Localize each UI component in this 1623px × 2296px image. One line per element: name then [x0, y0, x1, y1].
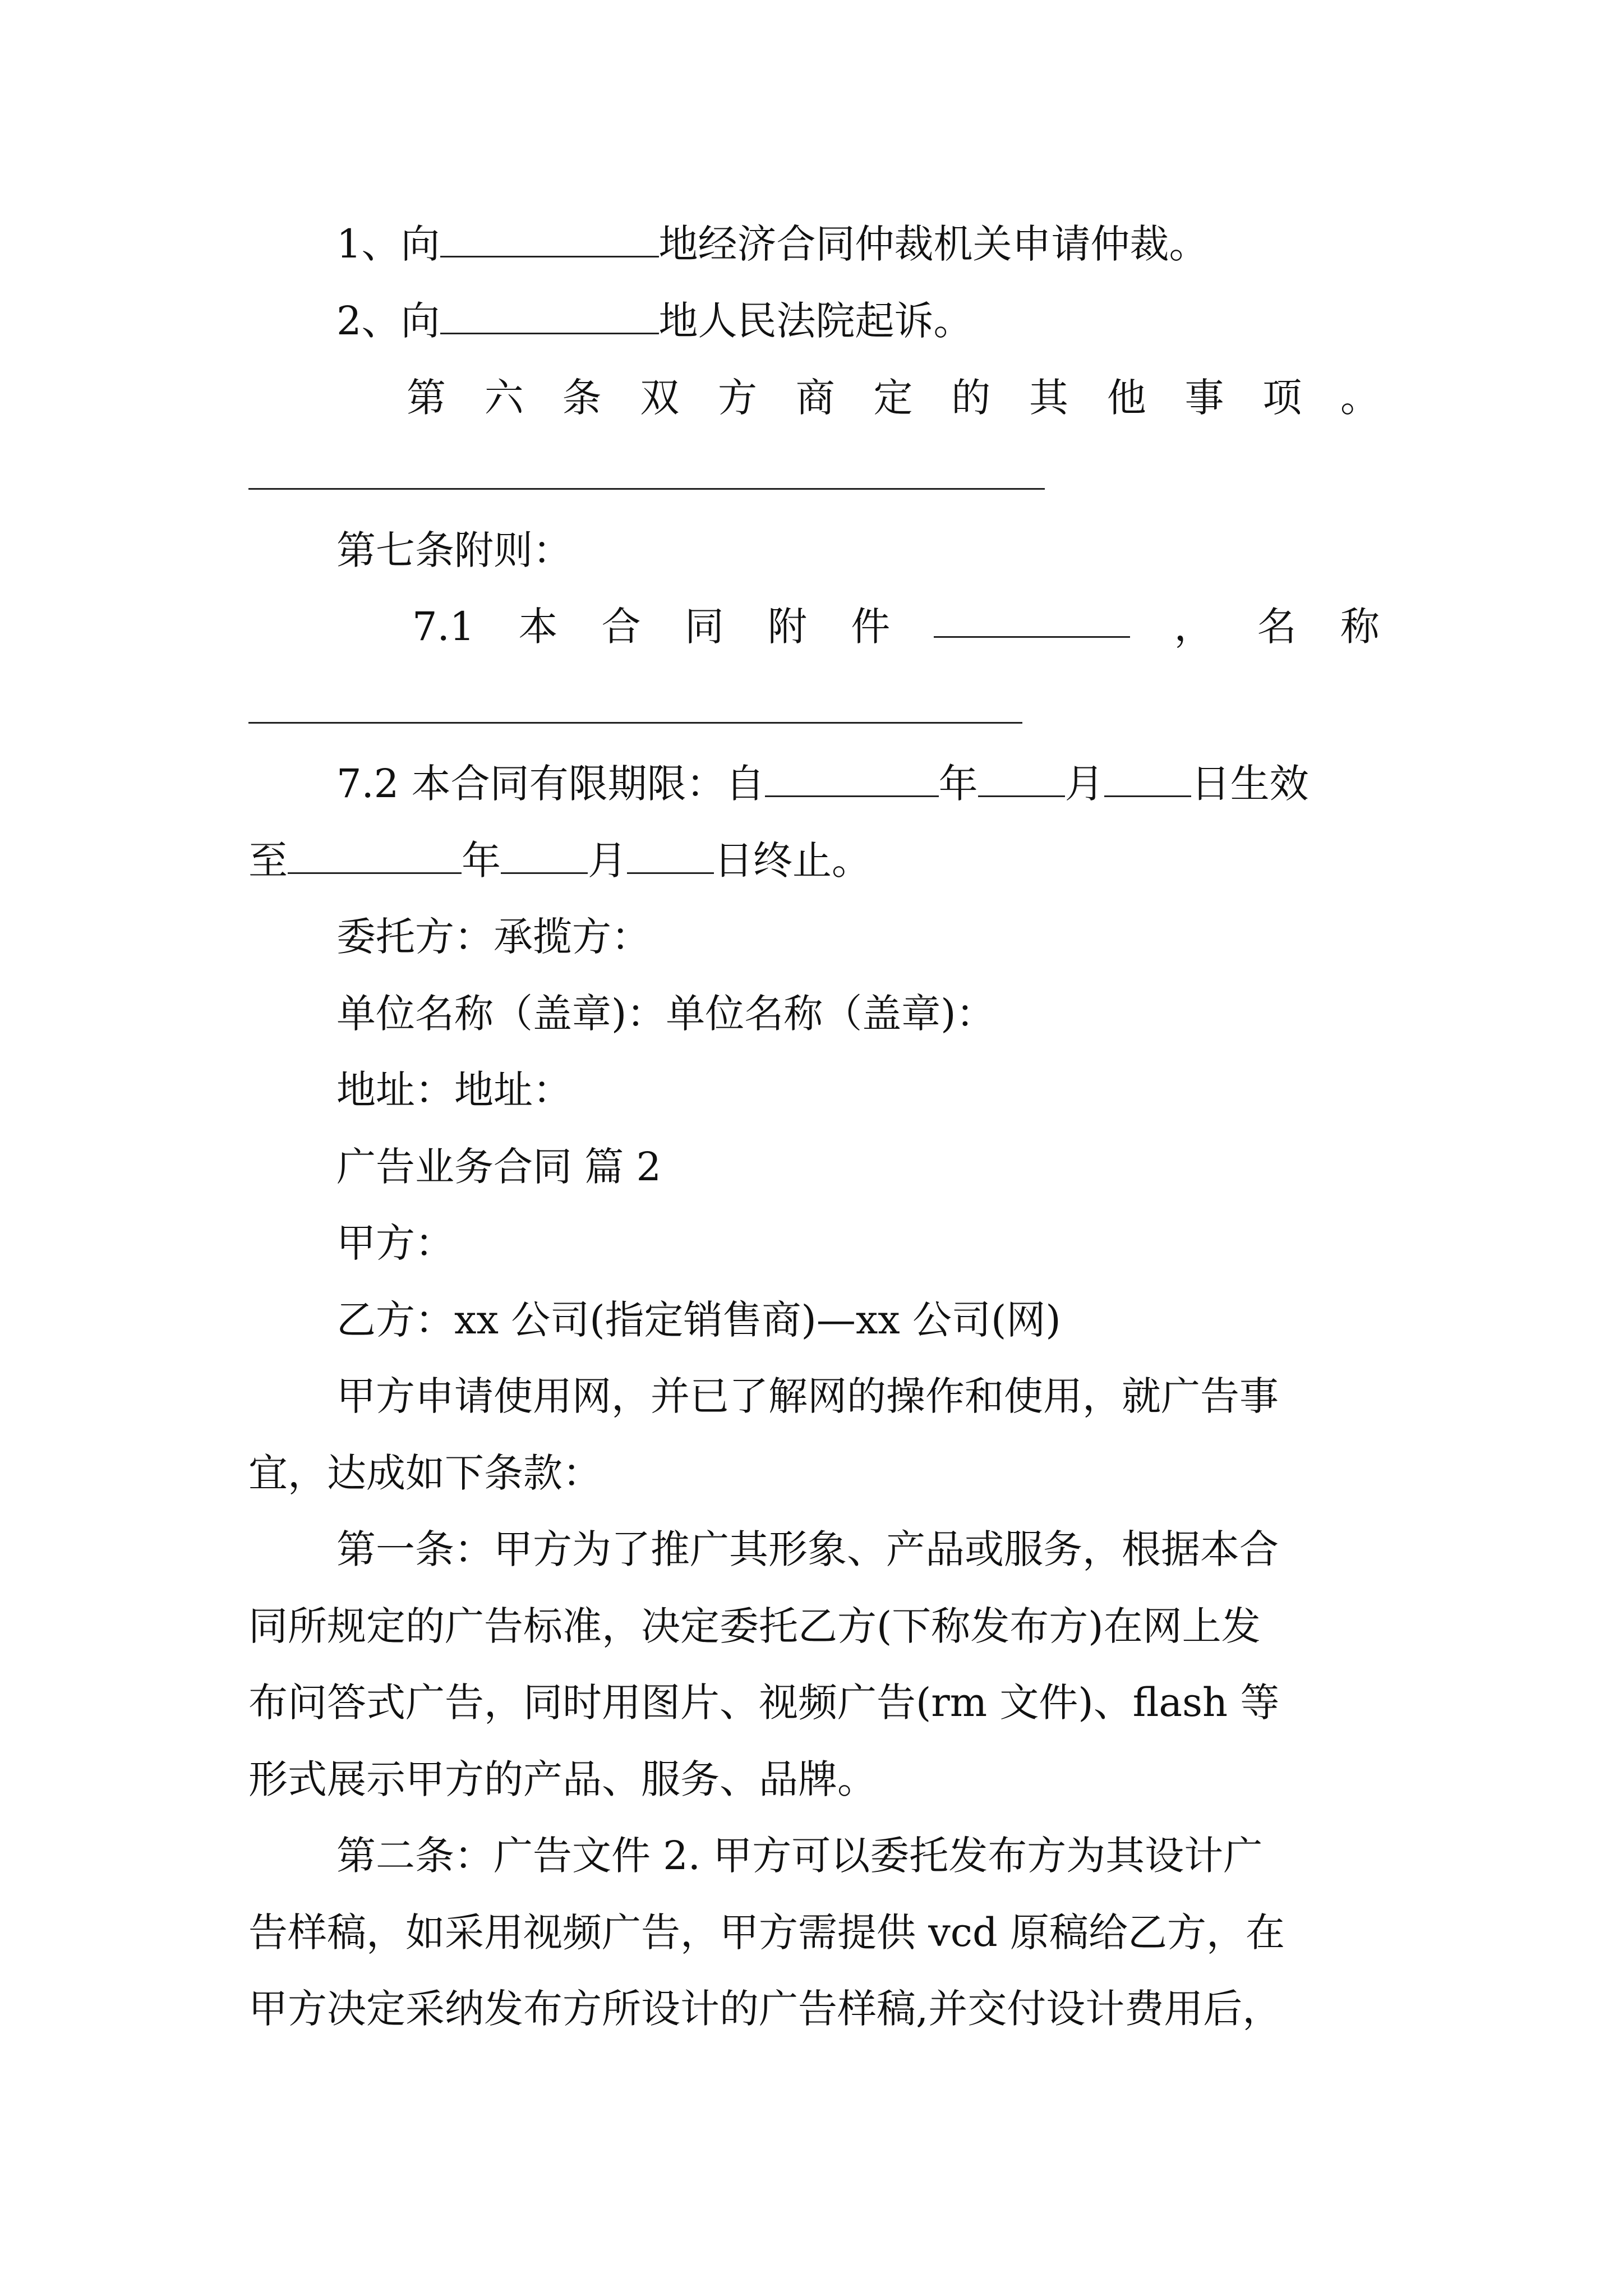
party-b-line: 乙方：xx 公司(指定销售商)—xx 公司(网): [336, 1297, 1061, 1343]
blank-line: [248, 722, 1022, 724]
article-6-char: 项: [1262, 375, 1302, 421]
blank-line: [248, 488, 1045, 490]
arbitration-option-2: [336, 296, 973, 346]
article-6-char: 条: [562, 375, 602, 421]
article-7-title: 第七条附则：: [336, 527, 572, 573]
intro-line-2: 宜，达成如下条款：: [248, 1450, 602, 1496]
arbitration-option-2-text: 地人民法院起诉。: [658, 298, 973, 344]
article-2-line-3: 甲方决定采纳发布方所设计的广告样稿,并交付设计费用后，: [248, 1986, 1282, 2032]
arbitration-option-2-prefix: 2、向: [336, 298, 440, 344]
clause-7-2-text: 至: [248, 838, 288, 884]
article-6-char: 方: [718, 375, 757, 421]
blank-field: [288, 838, 462, 874]
article-6-char: 定: [873, 375, 913, 421]
day-label: 日生效: [1191, 761, 1309, 807]
article-6-heading: [407, 372, 1380, 423]
article-6-char: 的: [951, 375, 991, 421]
intro-line-1: 甲方申请使用网，并已了解网的操作和使用，就广告事: [336, 1373, 1279, 1419]
clause-7-1-part: 7.1: [412, 604, 475, 650]
blank-field: [1104, 761, 1191, 797]
clause-7-1-part: 附: [768, 604, 808, 650]
clause-7-1-part: 同: [684, 604, 724, 650]
day-label: 日终止。: [714, 838, 871, 884]
blank-field: [934, 601, 1130, 638]
clause-7-1: [412, 601, 1380, 652]
article-6-char: 他: [1106, 375, 1146, 421]
article-6-char: 双: [640, 375, 680, 421]
article-6-char: 。: [1340, 375, 1380, 421]
article-6-char: 六: [484, 375, 524, 421]
article-1-line-4: 形式展示甲方的产品、服务、品牌。: [248, 1756, 877, 1802]
article-6-char: 事: [1184, 375, 1224, 421]
article-1-line-2: 同所规定的广告标准，决定委托乙方(下称发布方)在网上发: [248, 1603, 1261, 1649]
arbitration-option-1-text: 地经济合同仲裁机关申请仲裁。: [658, 221, 1209, 267]
clause-7-1-part: 合: [601, 604, 641, 650]
article-1-line-3: 布问答式广告，同时用图片、视频广告(rm 文件)、flash 等: [248, 1680, 1280, 1726]
year-label: 年: [938, 761, 978, 807]
blank-field: [978, 761, 1065, 797]
article-6-char: 商: [795, 375, 835, 421]
clause-7-1-part: 称: [1340, 604, 1380, 650]
article-2-line-2: 告样稿，如采用视频广告，甲方需提供 vcd 原稿给乙方，在: [248, 1910, 1285, 1955]
arbitration-option-1-prefix: 1、向: [336, 221, 440, 267]
blank-field: [440, 298, 659, 334]
arbitration-option-1: [336, 219, 1209, 269]
month-label: 月: [588, 838, 627, 884]
clause-7-2-text: 7.2 本合同有限期限：自: [336, 761, 765, 807]
clause-7-1-part: 名: [1257, 604, 1297, 650]
article-1-line-1: 第一条：甲方为了推广其形象、产品或服务，根据本合: [336, 1526, 1279, 1572]
addresses-line: 地址：地址：: [336, 1067, 572, 1113]
clause-7-2-line-2: [248, 835, 871, 886]
month-label: 月: [1064, 761, 1104, 807]
blank-field: [501, 838, 588, 874]
article-6-char: 第: [407, 375, 446, 421]
clause-7-1-comma: ，: [1174, 604, 1214, 650]
clause-7-1-part: 本: [518, 604, 558, 650]
article-2-line-1: 第二条：广告文件 2. 甲方可以委托发布方为其设计广: [336, 1833, 1263, 1879]
unit-names-line: 单位名称（盖章)：单位名称（盖章)：: [336, 991, 995, 1037]
year-label: 年: [462, 838, 501, 884]
contract-2-title: 广告业务合同 篇 2: [336, 1144, 662, 1190]
party-a-line: 甲方：: [336, 1220, 454, 1266]
article-6-char: 其: [1029, 375, 1068, 421]
clause-7-2-line-1: [336, 758, 1309, 809]
parties-line: 委托方：承揽方：: [336, 914, 651, 960]
blank-field: [765, 761, 939, 797]
blank-field: [440, 221, 659, 257]
clause-7-1-part: 件: [851, 604, 891, 650]
blank-field: [627, 838, 714, 874]
